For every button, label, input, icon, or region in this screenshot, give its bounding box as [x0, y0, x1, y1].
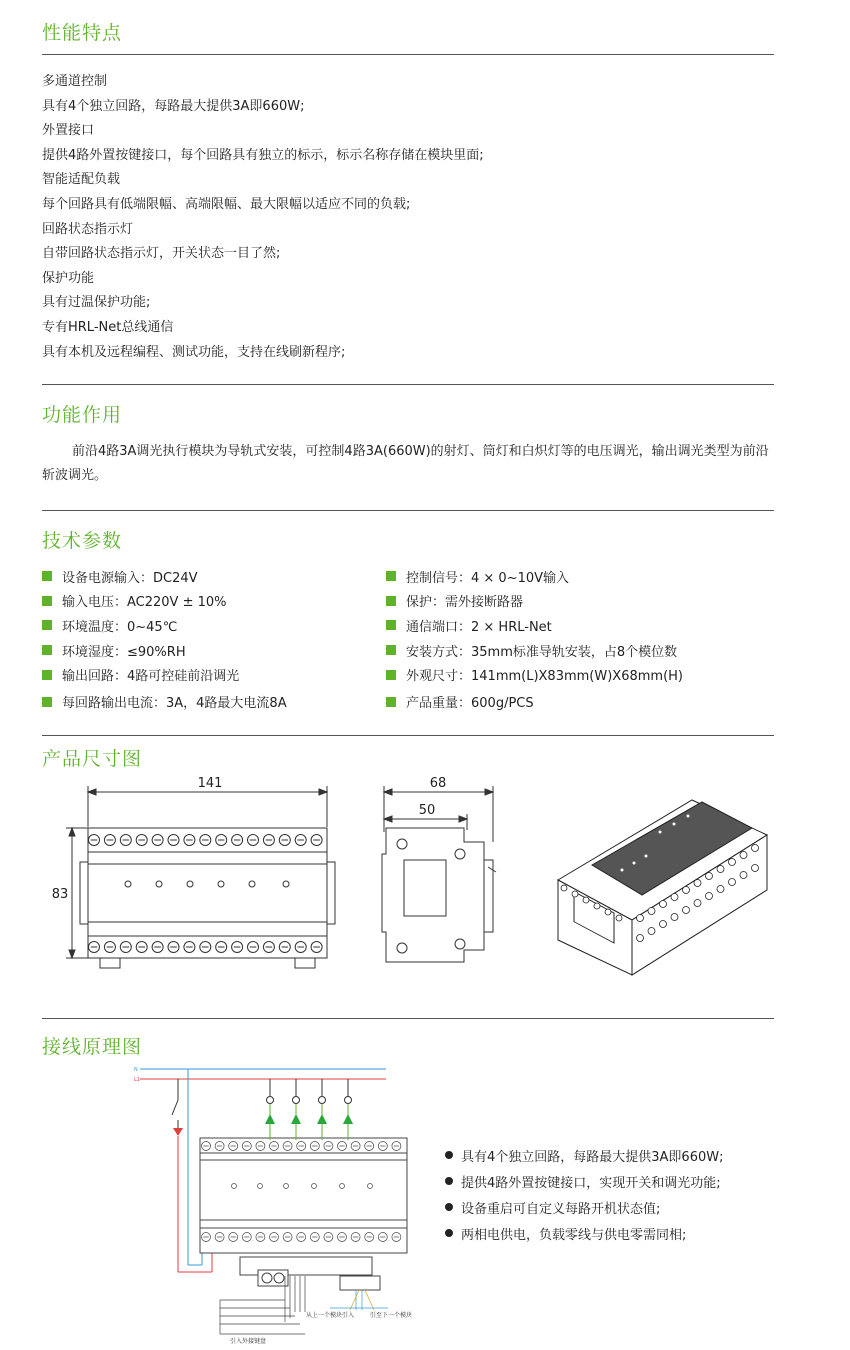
terminal-screw-icon: [660, 921, 667, 928]
spec-item: 控制信号：4 × 0~10V输入: [386, 564, 683, 589]
spec-item: 环境湿度：≤90%RH: [42, 638, 287, 663]
feature-line: 自带回路状态指示灯，开关状态一目了然;: [42, 246, 281, 262]
feature-line: 保护功能: [42, 270, 95, 286]
spec-item: 外观尺寸：141mm(L)X83mm(W)X68mm(H): [386, 662, 683, 687]
external-keys-label: 引入外接键盘: [230, 1338, 267, 1345]
terminal-screw-icon: [706, 893, 713, 900]
spec-item: 保护：需外接断路器: [386, 589, 683, 614]
status-led-icon: [284, 1184, 289, 1189]
terminal-screw-icon: [694, 900, 701, 907]
divider: [42, 735, 774, 736]
terminal-screw-icon: [683, 887, 690, 894]
green-square-icon: [42, 645, 52, 655]
bullet-icon: [445, 1177, 453, 1185]
green-square-icon: [386, 571, 396, 581]
green-square-icon: [386, 670, 396, 680]
terminal-screw-icon: [572, 891, 578, 897]
wiring-notes: [445, 1142, 723, 1246]
feature-line: 智能适配负载: [42, 172, 121, 188]
green-square-icon: [42, 697, 52, 707]
specs-left-column: [42, 564, 287, 717]
terminal-screw-icon: [694, 880, 701, 887]
dimensions-title: 产品尺寸图: [42, 748, 143, 770]
wiring-note: 具有4个独立回路，每路最大提供3A即660W;: [445, 1142, 723, 1168]
to-next-module-label: 引至下一个模块: [370, 1312, 413, 1319]
lamp-icon: [267, 1097, 274, 1104]
isometric-view-drawing: [552, 780, 774, 980]
bullet-icon: [445, 1229, 453, 1237]
feature-line: 具有过温保护功能;: [42, 295, 151, 311]
status-led-icon: [249, 881, 255, 887]
specs-right-column: [386, 564, 683, 717]
divider: [42, 510, 774, 511]
spec-item: 安装方式：35mm标准导轨安装，占8个模位数: [386, 638, 683, 663]
spec-item: 设备电源输入：DC24V: [42, 564, 287, 589]
divider: [42, 54, 774, 55]
bullet-icon: [445, 1151, 453, 1159]
terminal-screw-icon: [752, 845, 759, 852]
dimension-depth-label: 68: [429, 776, 447, 791]
terminal-screw-icon: [605, 909, 611, 915]
green-square-icon: [386, 620, 396, 630]
dimension-depth-inner-label: 50: [418, 803, 436, 818]
features-title: 性能特点: [42, 22, 123, 44]
green-square-icon: [42, 596, 52, 606]
feature-line: 具有4个独立回路，每路最大提供3A即660W;: [42, 98, 305, 114]
front-view-drawing: [50, 772, 340, 982]
green-square-icon: [386, 645, 396, 655]
wiring-note: 提供4路外置按键接口，实现开关和调光功能;: [445, 1168, 723, 1194]
output-arrow-icon: [317, 1114, 327, 1124]
wiring-title: 接线原理图: [42, 1036, 143, 1058]
wiring-diagram: [130, 1060, 430, 1345]
n-line-label: N: [134, 1067, 138, 1073]
status-led-icon: [312, 1184, 317, 1189]
spec-item: 每回路输出电流：3A，4路最大电流8A: [42, 687, 287, 717]
green-square-icon: [42, 670, 52, 680]
terminal-screw-icon: [648, 908, 655, 915]
green-square-icon: [386, 596, 396, 606]
divider: [42, 1018, 774, 1019]
status-led-icon: [125, 881, 131, 887]
status-led-icon: [156, 881, 162, 887]
status-led-icon: [258, 1184, 263, 1189]
function-title: 功能作用: [42, 404, 123, 426]
feature-line: 专有HRL-Net总线通信: [42, 319, 174, 335]
spec-item: 环境温度：0~45℃: [42, 613, 287, 638]
status-led-icon: [368, 1184, 373, 1189]
bullet-icon: [445, 1203, 453, 1211]
green-square-icon: [42, 620, 52, 630]
green-square-icon: [42, 571, 52, 581]
terminal-screw-icon: [637, 935, 644, 942]
lamp-icon: [345, 1097, 352, 1104]
terminal-screw-icon: [671, 914, 678, 921]
specs-title: 技术参数: [42, 530, 123, 552]
dimension-height-label: 83: [51, 887, 69, 902]
output-arrow-icon: [265, 1114, 275, 1124]
spec-item: 通信端口：2 × HRL-Net: [386, 613, 683, 638]
divider: [42, 384, 774, 385]
terminal-screw-icon: [648, 928, 655, 935]
feature-line: 多通道控制: [42, 74, 108, 89]
spec-item: 输入电压：AC220V ± 10%: [42, 589, 287, 614]
terminal-screw-icon: [717, 866, 724, 873]
terminal-screw-icon: [740, 872, 747, 879]
terminal-screw-icon: [740, 852, 747, 859]
output-arrow-icon: [343, 1114, 353, 1124]
terminal-screw-icon: [717, 886, 724, 893]
feature-line: 提供4路外置按键接口，每个回路具有独立的标示，标示名称存储在模块里面;: [42, 147, 484, 163]
wiring-note: 设备重启可自定义每路开机状态值;: [445, 1194, 723, 1220]
terminal-screw-icon: [616, 915, 622, 921]
lamp-icon: [293, 1097, 300, 1104]
terminal-screw-icon: [671, 894, 678, 901]
features-list: [42, 70, 484, 365]
dimension-length-label: 141: [197, 776, 223, 791]
from-prev-module-label: 从上一个模块引入: [306, 1312, 355, 1319]
terminal-screw-icon: [706, 873, 713, 880]
side-view-drawing: [372, 772, 512, 982]
terminal-screw-icon: [594, 903, 600, 909]
l1-line-label: L1: [134, 1077, 140, 1083]
spec-item: 产品重量：600g/PCS: [386, 687, 683, 717]
feature-line: 每个回路具有低端限幅、高端限幅、最大限幅以适应不同的负载;: [42, 196, 411, 212]
output-arrow-icon: [291, 1114, 301, 1124]
green-square-icon: [386, 697, 396, 707]
function-description: 前沿4路3A调光执行模块为导轨式安装，可控制4路3A(660W)的射灯、筒灯和白炽灯等的电压调光，输出调光类型为前沿斩波调光。: [42, 444, 769, 483]
terminal-screw-icon: [729, 879, 736, 886]
feature-line: 回路状态指示灯: [42, 221, 134, 237]
status-led-icon: [187, 881, 193, 887]
spec-item: 输出回路：4路可控硅前沿调光: [42, 662, 287, 687]
terminal-screw-icon: [637, 915, 644, 922]
status-led-icon: [218, 881, 224, 887]
feature-line: 具有本机及远程编程、测试功能，支持在线刷新程序;: [42, 344, 346, 360]
feature-line: 外置接口: [42, 123, 95, 139]
terminal-screw-icon: [660, 901, 667, 908]
wiring-note: 两相电供电，负载零线与供电零需同相;: [445, 1220, 723, 1246]
lamp-icon: [319, 1097, 326, 1104]
terminal-screw-icon: [752, 865, 759, 872]
terminal-screw-icon: [583, 897, 589, 903]
status-led-icon: [340, 1184, 345, 1189]
terminal-screw-icon: [683, 907, 690, 914]
terminal-screw-icon: [729, 859, 736, 866]
status-led-icon: [283, 881, 289, 887]
status-led-icon: [232, 1184, 237, 1189]
terminal-screw-icon: [561, 885, 567, 891]
